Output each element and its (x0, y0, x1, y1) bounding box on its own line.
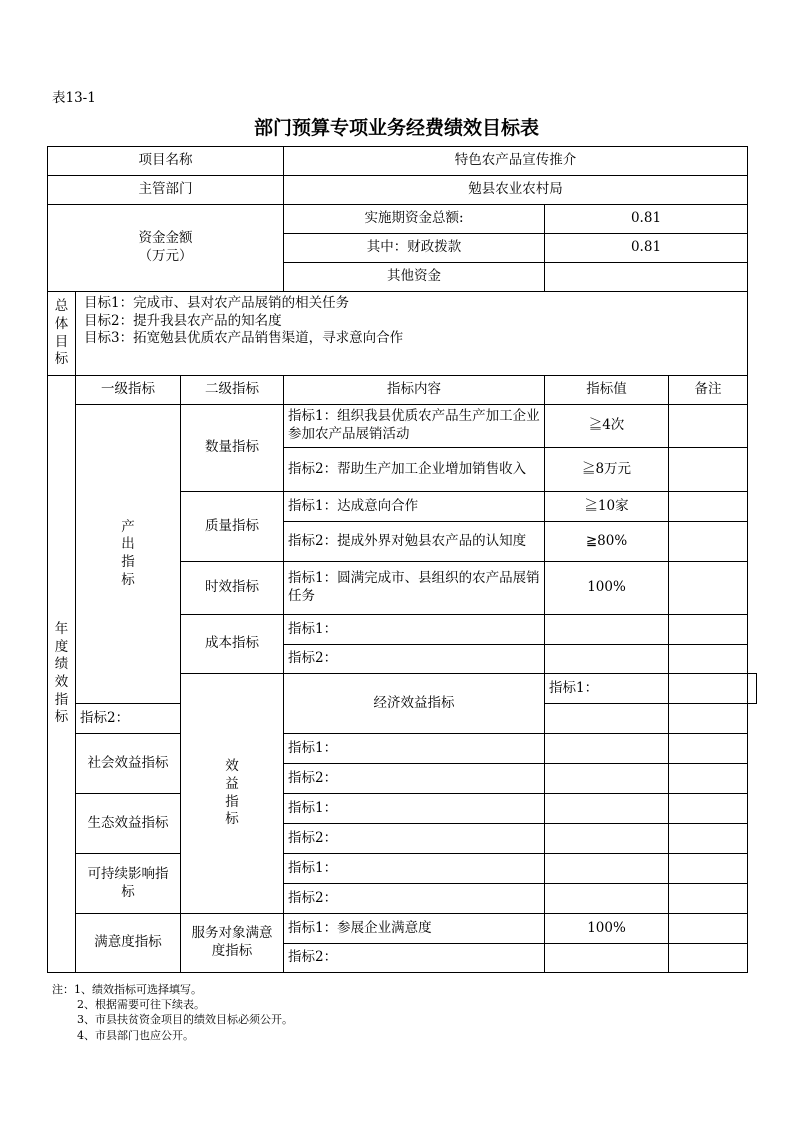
indicator-value (669, 674, 748, 704)
indicator-remark (669, 944, 748, 973)
indicator-content: 指标1：圆满完成市、县组织的农产品展销任务 (284, 562, 545, 615)
ecological-label (76, 794, 181, 854)
annual-indicators-label: 年 度 绩 效 指 标 (48, 376, 76, 973)
indicator-remark (669, 824, 748, 854)
indicator-remark (669, 854, 748, 884)
project-name-value: 特色农产品宣传推介 (284, 147, 748, 176)
indicator-remark (669, 405, 748, 448)
indicator-content: 指标1： (545, 674, 669, 704)
benefit-indicators-label: 效 益 指 标 (181, 674, 284, 914)
indicator-content: 指标1： (284, 734, 545, 764)
footnote: 2、根据需要可往下续表。 (77, 998, 205, 1012)
indicator-content: 指标2： (284, 645, 545, 674)
funds-fiscal-value: 0.81 (545, 234, 748, 263)
indicator-content: 指标2： (76, 704, 181, 734)
indicator-remark (669, 884, 748, 914)
social-label-text: 社会效益指标 (87, 754, 169, 771)
header-l1: 一级指标 (76, 376, 181, 405)
indicator-remark (669, 704, 748, 734)
indicator-content: 指标2： (284, 884, 545, 914)
indicator-content: 指标1：达成意向合作 (284, 492, 545, 522)
timeliness-label: 时效指标 (181, 562, 284, 615)
indicator-remark (669, 615, 748, 645)
indicator-value: ≧4次 (545, 405, 669, 448)
funds-fiscal-label: 其中：财政拨款 (284, 234, 545, 263)
economic-label-text: 经济效益指标 (373, 694, 455, 711)
indicator-value (545, 764, 669, 794)
indicator-remark (669, 492, 748, 522)
indicator-content: 指标2： (284, 944, 545, 973)
service-label (181, 914, 284, 973)
indicator-remark (669, 645, 748, 674)
goals-cell (76, 292, 748, 376)
indicator-content: 指标2： (284, 764, 545, 794)
funds-other-label: 其他资金 (284, 263, 545, 292)
indicator-value: ≧80% (545, 522, 669, 562)
dept-label: 主管部门 (48, 176, 284, 205)
header-content: 指标内容 (284, 376, 545, 405)
dept-value: 勉县农业农村局 (284, 176, 748, 205)
indicator-value (545, 704, 669, 734)
indicator-remark (669, 522, 748, 562)
header-l2: 二级指标 (181, 376, 284, 405)
indicator-remark (669, 764, 748, 794)
project-name-label: 项目名称 (48, 147, 284, 176)
indicator-value (545, 944, 669, 973)
indicator-content: 指标1：组织我县优质农产品生产加工企业参加农产品展销活动 (284, 405, 545, 448)
indicator-value: ≧8万元 (545, 448, 669, 492)
funds-label: 资金金额 (138, 230, 193, 247)
table-number: 表13-1 (52, 90, 96, 106)
indicator-remark (669, 794, 748, 824)
footnotes (52, 982, 293, 1043)
sustainable-label (76, 854, 181, 914)
indicator-value (545, 854, 669, 884)
indicator-value (545, 794, 669, 824)
cost-label: 成本指标 (181, 615, 284, 674)
page-title: 部门预算专项业务经费绩效目标表 (253, 117, 539, 139)
header-remark: 备注 (669, 376, 748, 405)
goal-item: 目标2：提升我县农产品的知名度 (84, 312, 282, 329)
goals-label: 总 体 目 标 (48, 292, 76, 376)
funds-other-value (545, 263, 748, 292)
social-label (76, 734, 181, 794)
footnote: 3、市县扶贫资金项目的绩效目标必须公开。 (77, 1013, 293, 1027)
indicator-content: 指标1： (284, 615, 545, 645)
economic-label (284, 674, 545, 734)
indicator-remark (669, 562, 748, 615)
quantity-label: 数量指标 (181, 405, 284, 492)
footnote: 注：1、绩效指标可选择填写。 (52, 983, 202, 996)
funds-unit: （万元） (138, 248, 193, 264)
indicator-content: 指标1：参展企业满意度 (284, 914, 545, 944)
funds-total-label: 实施期资金总额: (284, 205, 545, 234)
indicator-remark (748, 674, 757, 704)
footnote: 4、市县部门也应公开。 (77, 1028, 194, 1042)
funds-label-cell (48, 205, 284, 292)
quality-label: 质量指标 (181, 492, 284, 562)
indicator-content: 指标2： (284, 824, 545, 854)
indicator-value (545, 615, 669, 645)
indicator-value: 100% (545, 914, 669, 944)
goal-item: 目标1：完成市、县对农产品展销的相关任务 (84, 295, 350, 311)
ecological-label-text: 生态效益指标 (87, 814, 169, 831)
output-indicators-label: 产 出 指 标 (76, 405, 181, 704)
funds-total-value: 0.81 (545, 205, 748, 234)
indicator-remark (669, 734, 748, 764)
indicator-content: 指标2：帮助生产加工企业增加销售收入 (284, 448, 545, 492)
header-value: 指标值 (545, 376, 669, 405)
indicator-value (545, 824, 669, 854)
indicator-value (545, 645, 669, 674)
indicator-content: 指标2：提成外界对勉县农产品的认知度 (284, 522, 545, 562)
performance-table (47, 146, 757, 973)
service-label-text: 服务对象满意度指标 (191, 925, 273, 959)
indicator-value (545, 884, 669, 914)
indicator-remark (669, 448, 748, 492)
indicator-value (545, 734, 669, 764)
indicator-value: ≧10家 (545, 492, 669, 522)
indicator-content: 指标1： (284, 794, 545, 824)
sustainable-label-text: 可持续影响指标 (87, 865, 169, 900)
goal-item: 目标3：拓宽勉县优质农产品销售渠道，寻求意向合作 (84, 330, 404, 347)
indicator-remark (669, 914, 748, 944)
satisfaction-indicators-label: 满意度指标 (76, 914, 181, 973)
indicator-value: 100% (545, 562, 669, 615)
indicator-content: 指标1： (284, 854, 545, 884)
